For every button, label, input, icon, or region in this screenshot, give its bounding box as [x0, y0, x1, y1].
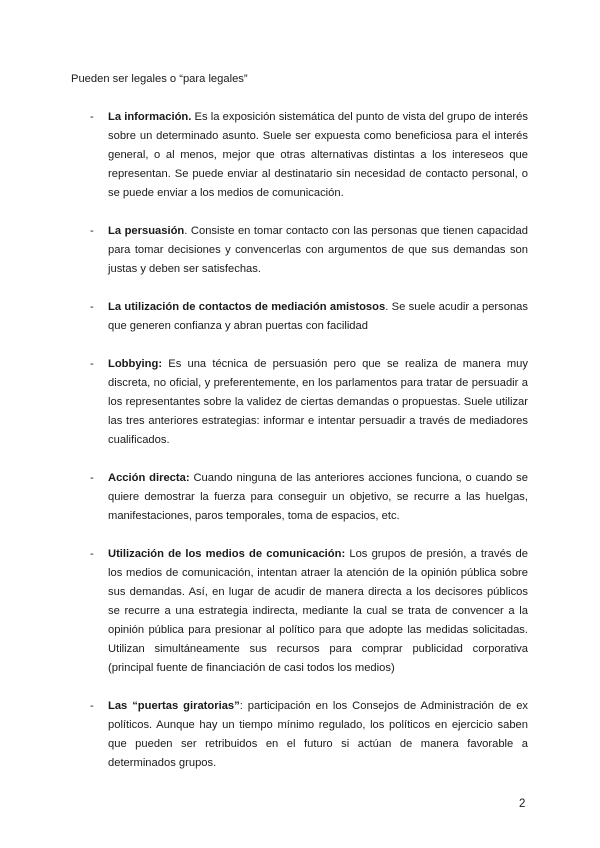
dash-bullet: - [90, 111, 94, 123]
item-text: Es la exposición sistemática del punto de vista del grupo de interés sobre un determinado asunto. Suele ser expuesta como beneficiosa para el interés general, o al menos, mejor que otras alternativas distintas a los intereseos que representan. Se puede enviar al destinatario sin necesidad de contacto personal, o se puede enviar a los medios de comunicación. [108, 111, 528, 199]
item-text: Es una técnica de persuasión pero que se realiza de manera muy discreta, no oficial, y preferentemente, en los parlamentos para tratar de persuadir a los representantes sobre la validez de ciertas demandas o propuestas. Suele utilizar las tres anteriores estrategias: informar e intentar persuadir a través de mediadores cualificados. [108, 358, 528, 446]
item-text: Los grupos de presión, a través de los medios de comunicación, intentan atraer la atención de la opinión pública sobre sus demandas. Así, en lugar de acudir de manera directa a los decisores públicos se recurre a una estrategia indirecta, mediante la cual se trata de convencer a la opinión pública para presionar al político para que adopte las medidas solicitadas. Utilizan simultáneamente sus recursos para comprar publicidad corporativa (principal fuente de financiación de casi todos los medios) [108, 548, 528, 674]
item-term: Las “puertas giratorias” [108, 700, 240, 712]
strategies-list [90, 108, 528, 773]
dash-bullet: - [90, 472, 94, 484]
dash-bullet: - [90, 225, 94, 237]
item-text: . Se suele acudir a personas que generen confianza y abran puertas con facilidad [108, 301, 528, 332]
dash-bullet: - [90, 700, 94, 712]
list-item [90, 108, 528, 203]
item-text: : participación en los Consejos de Administración de ex políticos. Aunque hay un tiempo mínimo regulado, los políticos en ejercicio saben que pueden ser retribuidos en el futuro si actúan de manera favorable a determinados grupos. [108, 700, 529, 769]
item-term: La persuasión [108, 225, 185, 237]
list-item [90, 545, 528, 678]
list-item [90, 355, 528, 450]
list-item [90, 222, 528, 279]
item-term: Acción directa: [108, 472, 190, 484]
item-term: Lobbying: [108, 358, 163, 370]
intro-text: Pueden ser legales o “para legales” [71, 73, 248, 85]
list-item [90, 298, 528, 336]
item-text: . Consiste en tomar contacto con las personas que tienen capacidad para tomar decisiones y convencerlas con argumentos de que sus demandas son justas y deben ser satisfechas. [108, 225, 528, 275]
dash-bullet: - [90, 358, 94, 370]
list-item [90, 697, 528, 773]
dash-bullet: - [90, 301, 94, 313]
dash-bullet: - [90, 548, 94, 560]
page-number: 2 [519, 798, 526, 810]
item-text: Cuando ninguna de las anteriores acciones funciona, o cuando se quiere demostrar la fuerza para conseguir un objetivo, se recurre a las huelgas, manifestaciones, paros temporales, toma de espacios, etc. [108, 472, 528, 522]
item-term: Utilización de los medios de comunicación: [108, 548, 346, 560]
item-term: La información. [108, 111, 192, 123]
list-item [90, 469, 528, 526]
item-term: La utilización de contactos de mediación amistosos [108, 301, 386, 313]
